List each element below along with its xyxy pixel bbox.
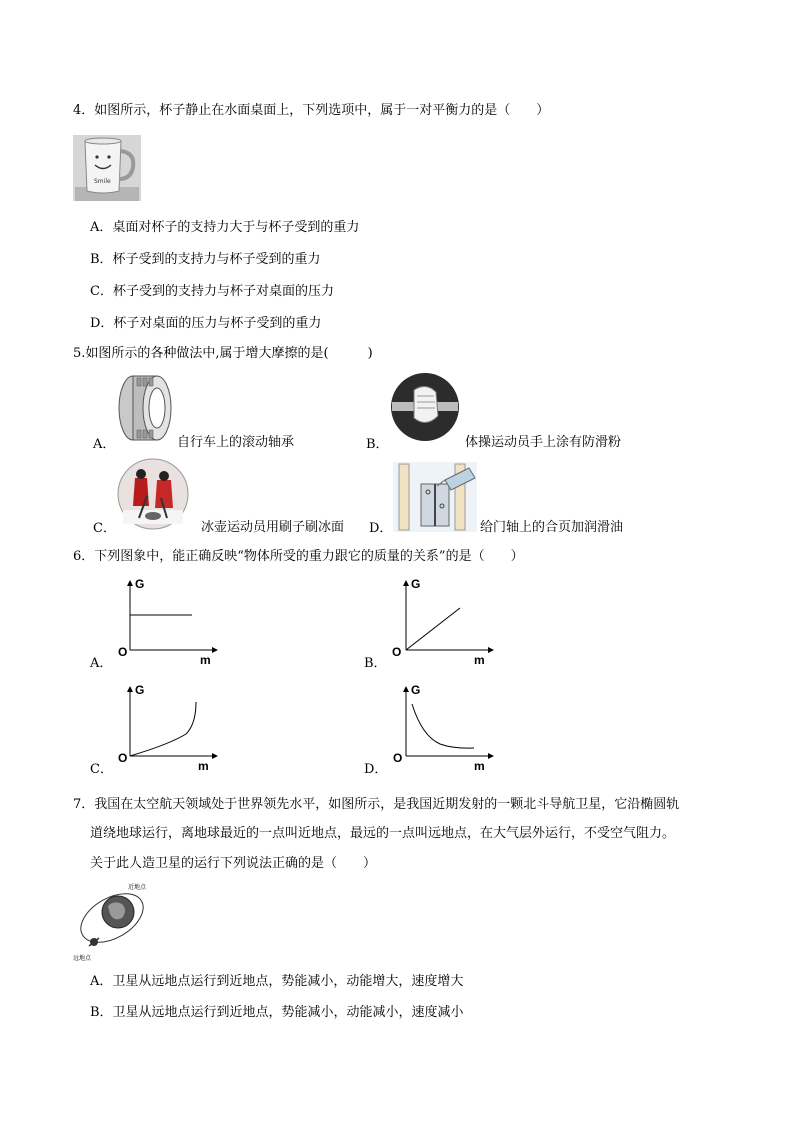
q7-stem-line-1: 7．我国在太空航天领域处于世界领先水平，如图所示，是我国近期发射的一颗北斗导航卫星，它沿椭圆轨 <box>73 797 680 812</box>
bearing-image <box>113 372 175 444</box>
q5-option-b-caption: 体操运动员手上涂有防滑粉 <box>465 435 622 450</box>
graph-b-origin: O <box>392 645 402 659</box>
graph-b-y-label: G <box>411 577 421 591</box>
hinge-oil-image <box>393 462 477 532</box>
curling-image <box>117 458 189 530</box>
near-point-label: 近地点 <box>128 884 147 891</box>
q4-option-d: D．杯子对桌面的压力与杯子受到的重力 <box>90 316 322 331</box>
graph-a <box>112 574 222 666</box>
q5-option-c-letter: C． <box>93 521 116 536</box>
q5-option-d-caption: 给门轴上的合页加润滑油 <box>480 520 624 535</box>
graph-d-x-label: m <box>474 759 485 773</box>
q6-option-c: C． <box>90 762 113 777</box>
q4-option-b: B．杯子受到的支持力与杯子受到的重力 <box>90 252 321 267</box>
q5-stem: 5.如图所示的各种做法中,属于增大摩擦的是( ) <box>73 346 373 361</box>
q7-option-a: A．卫星从远地点运行到近地点，势能减小，动能增大，速度增大 <box>90 974 464 989</box>
q6-option-d: D． <box>364 762 388 777</box>
q7-option-b: B．卫星从远地点运行到近地点，势能减小，动能减小，速度减小 <box>90 1005 464 1020</box>
graph-c-origin: O <box>118 751 128 765</box>
q7-stem-line-3: 关于此人造卫星的运行下列说法正确的是（ ） <box>90 856 377 871</box>
q4-option-c: C．杯子受到的支持力与杯子对桌面的压力 <box>90 284 334 299</box>
q5-option-a-letter: A． <box>93 437 116 452</box>
q7-stem-line-2: 道绕地球运行，离地球最近的一点叫近地点，最远的一点叫远地点，在大气层外运行，不受空气阻力。 <box>90 826 676 841</box>
graph-a-origin: O <box>118 645 128 659</box>
graph-d <box>388 680 498 774</box>
satellite-orbit-image <box>72 880 162 962</box>
q5-option-c-caption: 冰壶运动员用刷子刷冰面 <box>201 520 345 535</box>
graph-d-origin: O <box>393 751 403 765</box>
gymnast-hand-image <box>390 372 460 442</box>
graph-c <box>112 680 222 774</box>
cup-text: Smile <box>94 178 111 185</box>
graph-a-x-label: m <box>200 653 211 666</box>
q6-option-b: B． <box>364 656 387 671</box>
graph-b <box>388 574 498 666</box>
cup-image <box>73 135 141 201</box>
q5-option-a-caption: 自行车上的滚动轴承 <box>177 435 295 450</box>
q6-option-a: A． <box>90 656 113 671</box>
graph-c-y-label: G <box>135 683 145 697</box>
graph-d-y-label: G <box>411 683 421 697</box>
graph-a-y-label: G <box>135 577 145 591</box>
q5-option-d-letter: D． <box>369 521 393 536</box>
far-point-label: 远地点 <box>73 955 92 962</box>
q6-stem: 6．下列图象中，能正确反映“物体所受的重力跟它的质量的关系”的是（ ） <box>73 549 524 564</box>
graph-b-x-label: m <box>474 653 485 666</box>
q4-stem: 4．如图所示，杯子静止在水面桌面上，下列选项中，属于一对平衡力的是（ ） <box>73 103 550 118</box>
q4-option-a: A．桌面对杯子的支持力大于与杯子受到的重力 <box>90 220 360 235</box>
q5-option-b-letter: B． <box>366 437 389 452</box>
graph-c-x-label: m <box>198 759 209 773</box>
